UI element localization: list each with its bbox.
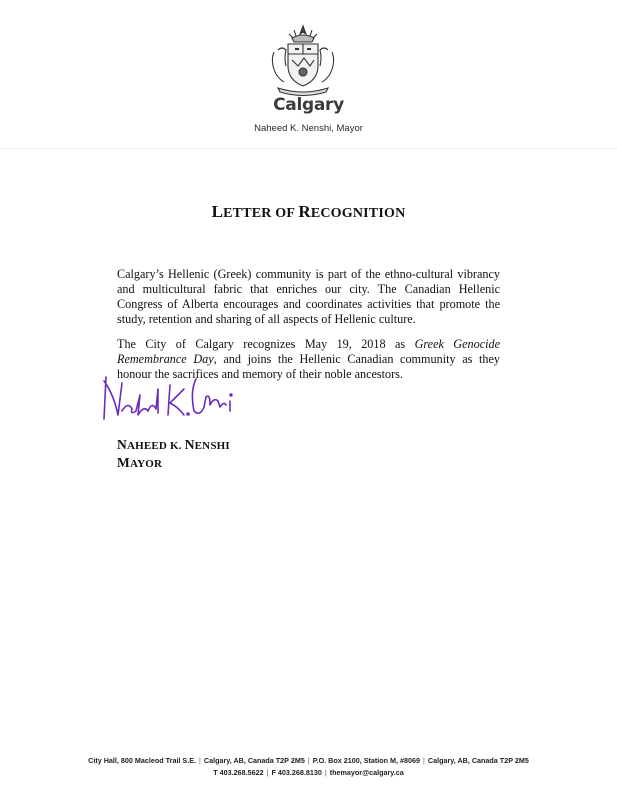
body-paragraph-1: Calgary’s Hellenic (Greek) community is part of the ethno-cultural vibrancy and multicultural fabric that enriches our city. The Canadian Hellenic Congress of Alberta encourages and coordinates activities that promote the study, retention and sharing of all aspects of Hellenic culture. <box>117 267 500 326</box>
title-initial-2: R <box>298 202 311 221</box>
mayor-subtitle: Naheed K. Nenshi, Mayor <box>254 123 363 134</box>
footer-contact-line <box>0 768 617 777</box>
footer-address: City Hall, 800 Macleod Trail S.E. <box>88 756 197 765</box>
footer-city-1: Calgary, AB, Canada T2P 2M5 <box>203 756 305 765</box>
footer-address-line <box>0 756 617 765</box>
footer-fax: 403.268.8130 <box>277 768 322 777</box>
signatory-name <box>117 437 230 453</box>
footer-separator: | <box>324 768 327 777</box>
footer-email-link[interactable]: themayor@calgary.ca <box>329 768 404 777</box>
paragraph2-text-after: , and joins the Hellenic Canadian community as they honour the sacrifices and memory of their noble ancestors. <box>117 352 500 381</box>
footer-separator: | <box>199 756 201 765</box>
title-initial-m: M <box>117 455 130 470</box>
footer-po-box: P.O. Box 2100, Station M, #8069 <box>312 756 421 765</box>
footer-fax-label: F <box>271 768 276 777</box>
footer-phone: 403.268.5622 <box>219 768 264 777</box>
name-initial-2: N <box>184 437 195 452</box>
footer-phone-label: T <box>213 768 218 777</box>
paragraph2-emphasis: Greek Genocide Remembrance Day <box>117 337 500 366</box>
title-rest-ayor: AYOR <box>129 458 163 470</box>
title-initial-1: L <box>211 202 224 221</box>
handwritten-signature <box>92 371 252 441</box>
name-rest-1: AHEED K. <box>126 440 185 452</box>
footer-separator: | <box>266 768 269 777</box>
header-divider <box>0 148 617 149</box>
page-title <box>0 202 617 222</box>
city-crest-icon <box>264 22 342 98</box>
footer-separator: | <box>423 756 425 765</box>
signatory-title <box>117 455 162 471</box>
name-rest-2: ENSHI <box>194 440 230 452</box>
title-rest-1: ETTER OF <box>223 206 299 221</box>
title-rest-2: ECOGNITION <box>310 206 406 221</box>
footer-city-2: Calgary, AB, Canada T2P 2M5 <box>427 756 529 765</box>
paragraph2-text-before: The City of Calgary recognizes May 19, 2018 as <box>117 337 415 351</box>
city-name-wordmark: Calgary <box>273 95 344 115</box>
footer-separator: | <box>307 756 310 765</box>
name-initial-1: N <box>117 437 127 452</box>
